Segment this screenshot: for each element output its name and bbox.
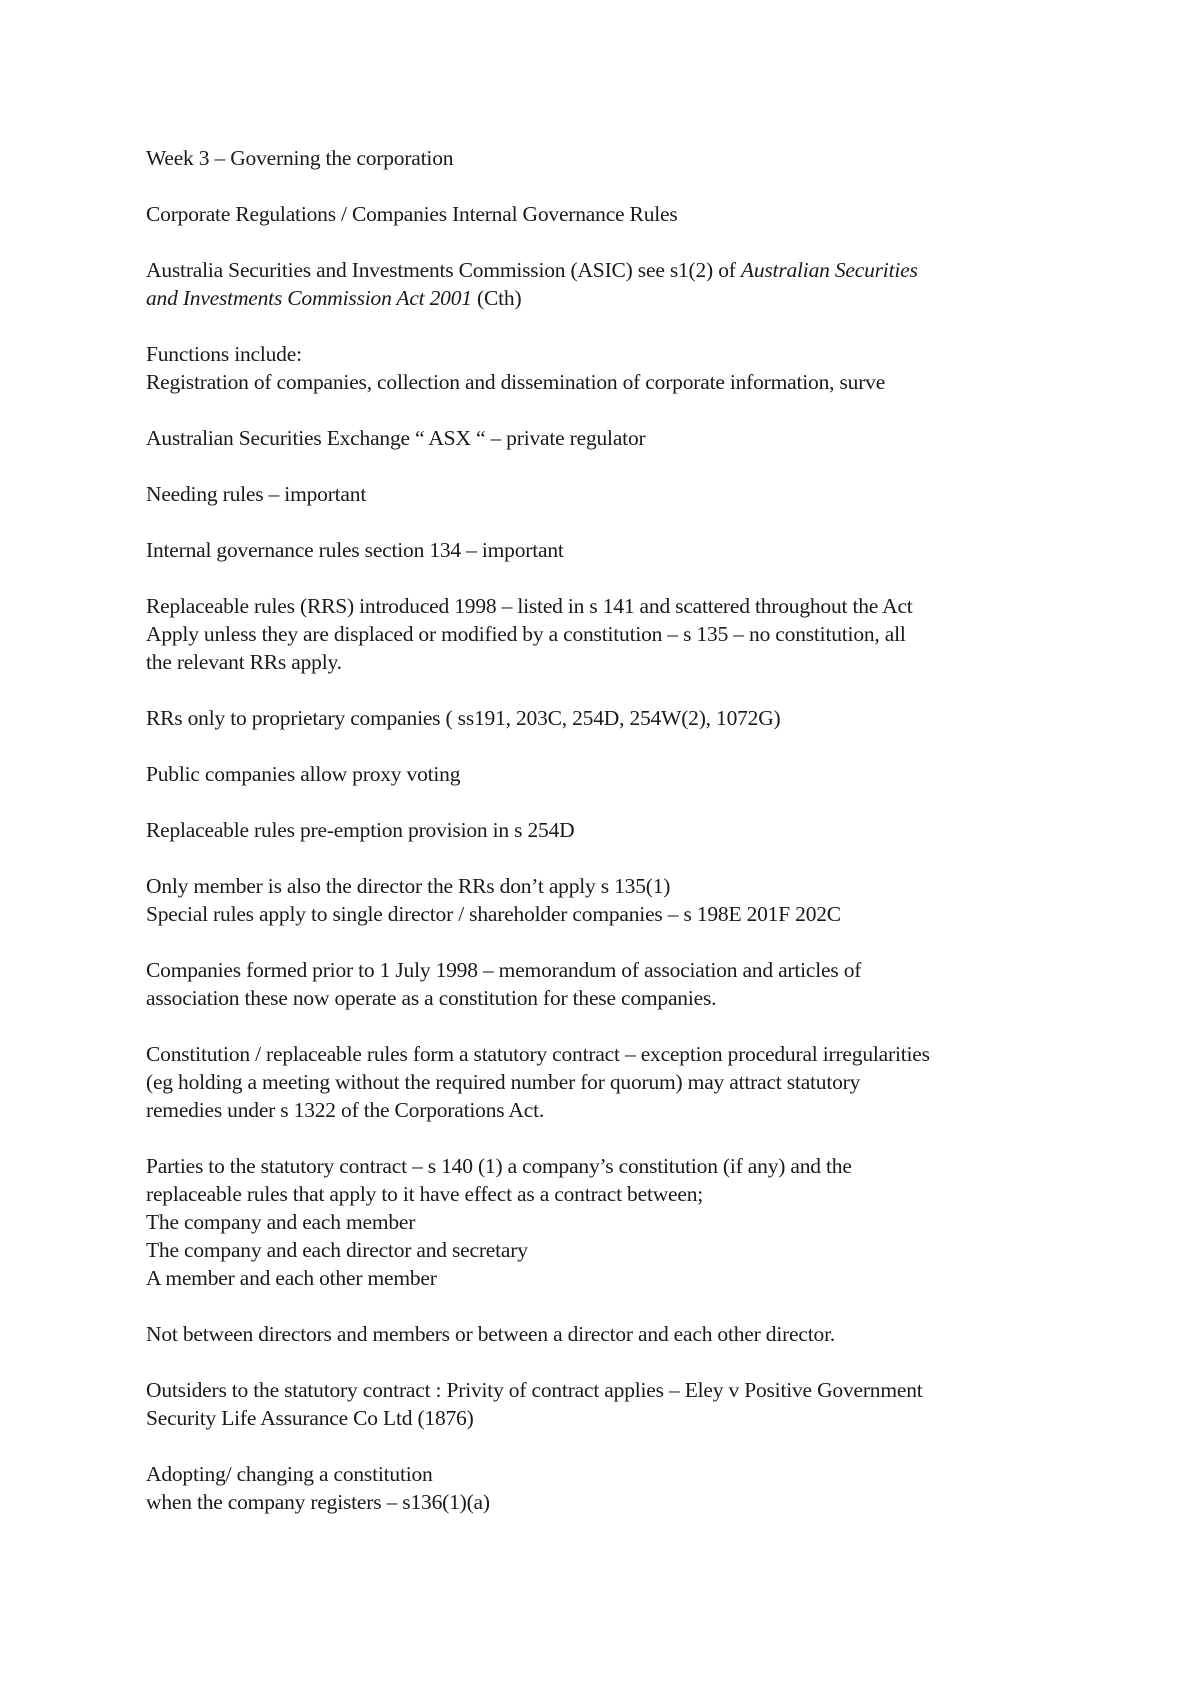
text-line: replaceable rules that apply to it have effect as a contract between;: [146, 1182, 704, 1206]
text-line: Parties to the statutory contract – s 140 (1) a company’s constitution (if any) and the: [146, 1154, 852, 1178]
text-line: Australian Securities Exchange “ ASX “ – private regulator: [146, 426, 646, 450]
text-line: Constitution / replaceable rules form a statutory contract – exception procedural irregularities: [146, 1042, 930, 1066]
text-line: (eg holding a meeting without the required number for quorum) may attract statutory: [146, 1070, 861, 1094]
text-line: Internal governance rules section 134 – important: [146, 538, 564, 562]
paragraph-corporate-regulations: [146, 200, 1086, 228]
act-title-italic: and Investments Commission Act 2001: [146, 286, 472, 310]
text-run: Australia Securities and Investments Commission (ASIC) see s1(2) of: [146, 258, 741, 282]
paragraph-replaceable-rules: [146, 592, 1086, 676]
text-line: Corporate Regulations / Companies Internal Governance Rules: [146, 202, 678, 226]
text-line: Not between directors and members or between a director and each other director.: [146, 1322, 836, 1346]
text-line: the relevant RRs apply.: [146, 650, 342, 674]
paragraph-not-between: [146, 1320, 1086, 1348]
text-line: Only member is also the director the RRs don’t apply s 135(1): [146, 874, 671, 898]
text-line: A member and each other member: [146, 1266, 437, 1290]
text-line: Needing rules – important: [146, 482, 367, 506]
text-line: The company and each director and secretary: [146, 1238, 528, 1262]
text-line: Registration of companies, collection and dissemination of corporate information, surve: [146, 370, 886, 394]
text-line: Special rules apply to single director / shareholder companies – s 198E 201F 202C: [146, 902, 841, 926]
paragraph-functions: [146, 340, 1086, 396]
paragraph-parties: [146, 1152, 1086, 1292]
paragraph-asx: [146, 424, 1086, 452]
paragraph-adopting-constitution: [146, 1460, 1086, 1516]
paragraph-statutory-contract: [146, 1040, 1086, 1124]
text-line: Companies formed prior to 1 July 1998 – memorandum of association and articles of: [146, 958, 862, 982]
text-line: remedies under s 1322 of the Corporations Act.: [146, 1098, 545, 1122]
text-line: Adopting/ changing a constitution: [146, 1462, 433, 1486]
text-line: RRs only to proprietary companies ( ss191, 203C, 254D, 254W(2), 1072G): [146, 706, 781, 730]
text-line: Outsiders to the statutory contract : Privity of contract applies – Eley v Positive Government: [146, 1378, 923, 1402]
text-line: Replaceable rules (RRS) introduced 1998 – listed in s 141 and scattered throughout the Act: [146, 594, 913, 618]
text-line: The company and each member: [146, 1210, 416, 1234]
text-line: [146, 256, 1086, 284]
paragraph-needing-rules: [146, 480, 1086, 508]
text-line: Security Life Assurance Co Ltd (1876): [146, 1406, 474, 1430]
text-run: (Cth): [471, 286, 522, 310]
paragraph-asic: [146, 256, 1086, 312]
act-title-italic: Australian Securities: [740, 258, 918, 282]
text-line: association these now operate as a constitution for these companies.: [146, 986, 717, 1010]
text-line: Replaceable rules pre-emption provision in s 254D: [146, 818, 575, 842]
paragraph-only-member: [146, 872, 1086, 928]
paragraph-proxy-voting: [146, 760, 1086, 788]
paragraph-outsiders: [146, 1376, 1086, 1432]
text-line: Functions include:: [146, 342, 302, 366]
document-body: [146, 144, 1086, 1544]
text-line: Apply unless they are displaced or modified by a constitution – s 135 – no constitution, all: [146, 622, 906, 646]
text-line: Week 3 – Governing the corporation: [146, 146, 454, 170]
heading-week-3: [146, 144, 1086, 172]
paragraph-pre-emption: [146, 816, 1086, 844]
paragraph-rrs-proprietary: [146, 704, 1086, 732]
paragraph-internal-governance: [146, 536, 1086, 564]
text-line: when the company registers – s136(1)(a): [146, 1490, 490, 1514]
paragraph-companies-formed: [146, 956, 1086, 1012]
text-line: [146, 284, 1086, 312]
text-line: Public companies allow proxy voting: [146, 762, 461, 786]
